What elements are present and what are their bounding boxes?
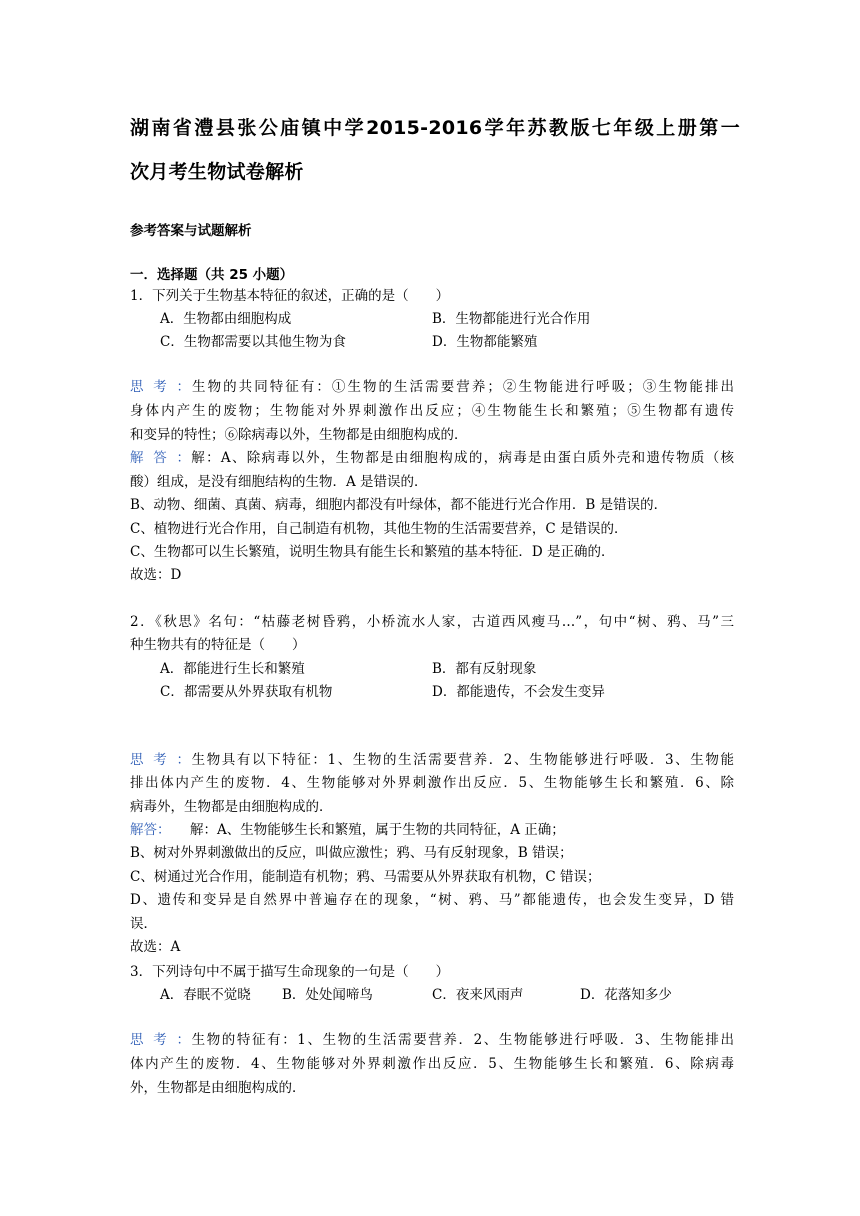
q1-answer-line-4: C、植物进行光合作用，自己制造有机物，其他生物的生活需要营养，C 是错误的． [130,521,628,537]
q2-answer-line-1: 解答： 解：A、生物能够生长和繁殖，属于生物的共同特征，A 正确； [130,822,565,838]
q2-analysis-line-3: 病毒外，生物都是由细胞构成的． [130,799,333,815]
analysis-label: 思考： [130,379,190,395]
q3-analysis-line-2: 体内产生的废物．4、生物能够对外界刺激作出反应．5、生物能够生长和繁殖．6、除病毒 [130,1056,734,1072]
q1-analysis-line-3: 和变异的特性；⑥除病毒以外，生物都是由细胞构成的． [130,427,468,443]
analysis-label: 思考： [130,752,190,768]
q3-analysis-line-3: 外，生物都是由细胞构成的． [130,1080,306,1096]
q1-choice: 故选：D [130,567,182,583]
q1-answer-line-3: B、动物、细菌、真菌、病毒，细胞内都没有叶绿体，都不能进行光合作用．B 是错误的． [130,497,668,513]
q1-option-d: D．生物都能繁殖 [432,334,538,350]
q2-option-d: D．都能遗传，不会发生变异 [432,684,605,700]
q1-option-b: B．生物都能进行光合作用 [432,311,591,327]
q2-analysis-line-2: 排出体内产生的废物．4、生物能够对外界刺激作出反应．5、生物能够生长和繁殖．6、除 [130,775,734,791]
answer-label: 解答： [130,822,171,838]
analysis-label: 思考： [130,1032,190,1048]
q2-stem-line-2: 种生物共有的特征是（ ） [130,637,306,653]
q2-choice: 故选：A [130,939,181,955]
q1-option-a: A．生物都由细胞构成 [160,311,292,327]
q3-option-a: A．春眠不觉晓 [160,987,251,1003]
section-heading: 一．选择题（共 25 小题） [130,267,294,283]
q2-option-c: C．都需要从外界获取有机物 [160,684,333,700]
document-title-line-2: 次月考生物试卷解析 [130,161,304,183]
q3-stem: 3．下列诗句中不属于描写生命现象的一句是（ ） [130,964,450,980]
q2-answer-line-2: B、树对外界刺激做出的反应，叫做应激性；鸦、马有反射现象，B 错误； [130,845,573,861]
q2-stem-line-1: 2．《秋思》名句：“枯藤老树昏鸦，小桥流水人家，古道西风瘦马…”，句中“树、鸦、马”三 [130,614,734,630]
q2-option-a: A．都能进行生长和繁殖 [160,661,305,677]
q1-answer-line-1: 解答：解：A、除病毒以外，生物都是由细胞构成的，病毒是由蛋白质外壳和遗传物质（核 [130,450,734,466]
q1-stem: 1．下列关于生物基本特征的叙述，正确的是（ ） [130,288,450,304]
q3-option-d: D．花落知多少 [580,987,672,1003]
q2-answer-line-4: D、遗传和变异是自然界中普遍存在的现象，“树、鸦、马”都能遗传，也会发生变异，D 错 [130,892,734,908]
q2-answer-line-5: 误． [130,916,157,932]
q3-option-b: B．处处闻啼鸟 [282,987,373,1003]
subtitle: 参考答案与试题解析 [130,223,252,239]
q1-answer-line-5: C、生物都可以生长繁殖，说明生物具有能生长和繁殖的基本特征．D 是正确的． [130,544,615,560]
q2-answer-line-3: C、树通过光合作用，能制造有机物；鸦、马需要从外界获取有机物，C 错误； [130,869,601,885]
document-title-line-1: 湖南省澧县张公庙镇中学2015-2016学年苏教版七年级上册第一 [130,117,740,139]
q3-analysis-line-1: 思考：生物的特征有：1、生物的生活需要营养．2、生物能够进行呼吸．3、生物能排出 [130,1032,734,1048]
q1-answer-line-2: 酸）组成，是没有细胞结构的生物．A 是错误的． [130,474,428,490]
answer-label: 解答： [130,450,190,466]
q2-option-b: B．都有反射现象 [432,661,537,677]
q1-option-c: C．生物都需要以其他生物为食 [160,334,346,350]
q1-analysis-line-1: 思考：生物的共同特征有：①生物的生活需要营养；②生物能进行呼吸；③生物能排出 [130,379,734,395]
q1-analysis-line-2: 身体内产生的废物；生物能对外界刺激作出反应；④生物能生长和繁殖；⑤生物都有遗传 [130,403,734,419]
q3-option-c: C．夜来风雨声 [432,987,524,1003]
q2-analysis-line-1: 思考：生物具有以下特征：1、生物的生活需要营养．2、生物能够进行呼吸．3、生物能 [130,752,734,768]
